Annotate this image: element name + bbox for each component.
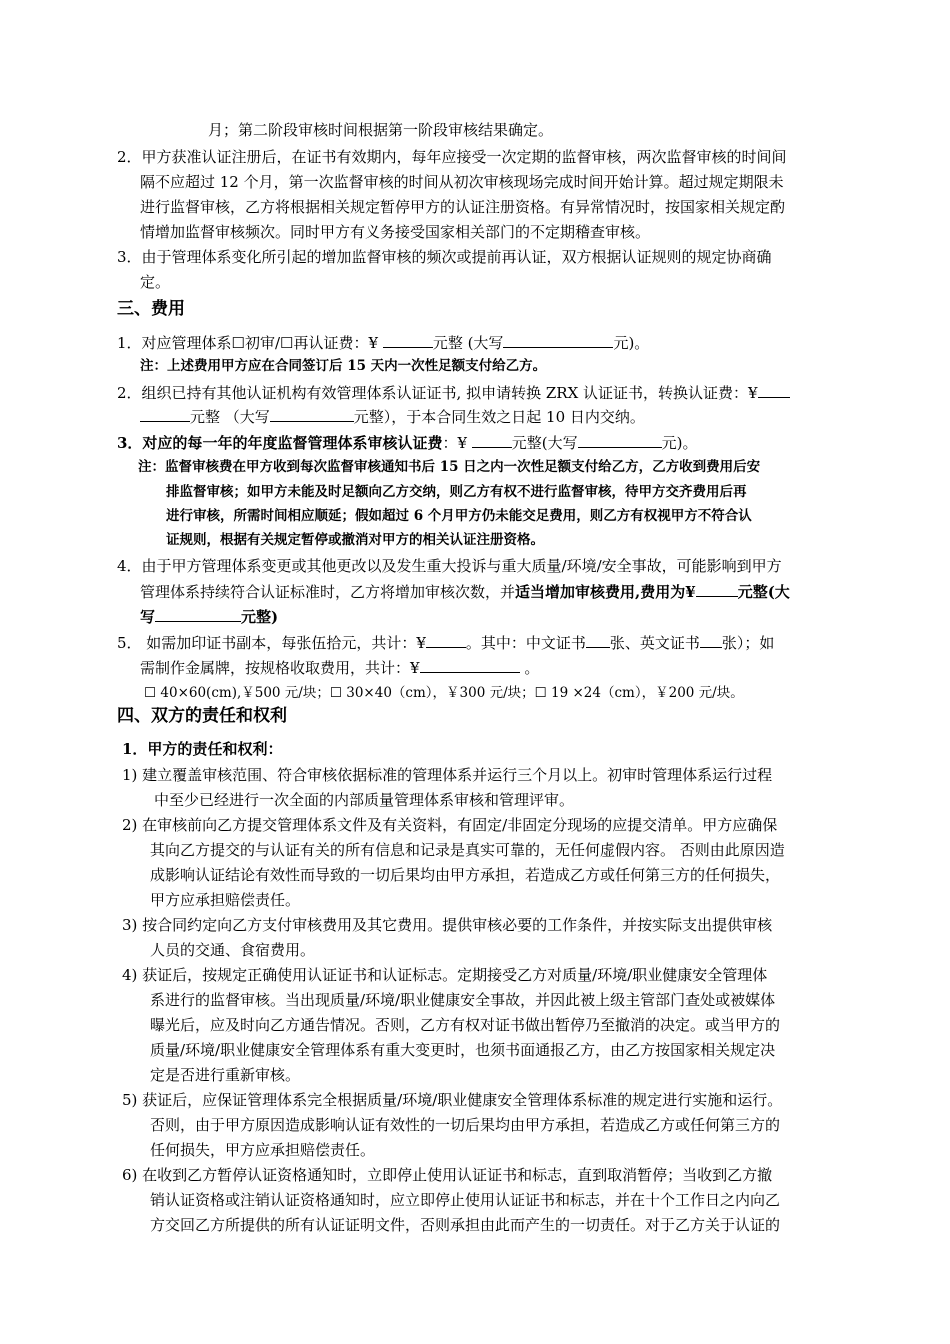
clause-3: 3．由于管理体系变化所引起的增加监督审核的频次或提前再认证，双方根据认证规则的规定协商确: [117, 248, 772, 266]
text-segment: ：¥: [442, 434, 472, 452]
blank-field: [140, 405, 190, 422]
list-item: 5) 获证后，应保证管理体系完全根据质量/环境/职业健康安全管理体系标准的规定进行实施和运行。: [122, 1091, 783, 1109]
text-segment: 元)。: [613, 334, 650, 352]
list-item: 2) 在审核前向乙方提交管理体系文件及有关资料，有固定/非固定分现场的应提交清单。甲方应确保: [122, 816, 778, 834]
text-segment: 需制作金属牌，按规格收取费用，共计：¥: [140, 659, 420, 677]
text-segment: 适当增加审核费用,费用为¥: [515, 583, 696, 601]
blank-field: [270, 405, 354, 422]
clause-2: 2．甲方获准认证注册后，在证书有效期内，每年应接受一次定期的监督审核，两次监督审核的时间间: [117, 148, 787, 166]
text-line: 定是否进行重新审核。: [150, 1066, 301, 1084]
fee-item-3: [117, 431, 697, 454]
text-line: 任何损失，甲方应承担赔偿责任。: [150, 1141, 376, 1159]
text-line: 隔不应超过 12 个月，第一次监督审核的时间从初次审核现场完成时间开始计算。超过规定期限未: [140, 173, 784, 191]
text-segment: 元整): [241, 608, 279, 626]
blank-field: [758, 381, 790, 398]
list-item: 6) 在收到乙方暂停认证资格通知时，立即停止使用认证证书和标志，直到取消暂停；当收到乙方撤: [122, 1166, 773, 1184]
section-heading-fees: 三、费用: [117, 299, 185, 319]
subheading-party-a: 1．甲方的责任和权利：: [122, 740, 283, 758]
text-segment: 张、英文证书: [609, 634, 700, 652]
list-item: 3) 按合同约定向乙方支付审核费用及其它费用。提供审核必要的工作条件，并按实际支出提供审核: [122, 916, 773, 934]
fee-item-5: [117, 631, 774, 654]
text-line: 月；第二阶段审核时间根据第一阶段审核结果确定。: [208, 121, 554, 139]
text-segment: 张）；如: [721, 634, 775, 652]
list-item: 1) 建立覆盖审核范围、符合审核依据标准的管理体系并运行三个月以上。初审时管理体系运行过程: [122, 766, 773, 784]
text-segment: 1．对应管理体系☐初审/☐再认证费：¥: [117, 334, 383, 352]
blank-field: [696, 580, 738, 597]
text-segment: 元整(大写: [511, 434, 578, 452]
text-segment: 。其中：中文证书: [465, 634, 586, 652]
blank-field: [700, 631, 722, 648]
fee-note-1: 注：上述费用甲方应在合同签订后 15 天内一次性足额支付给乙方。: [140, 358, 547, 374]
text-line: 成影响认证结论有效性而导致的一切后果均由甲方承担，若造成乙方或任何第三方的任何损失，: [150, 866, 781, 884]
text-line: 定。: [140, 273, 171, 291]
text-segment: 元)。: [661, 434, 698, 452]
blank-field: [383, 331, 433, 348]
text-line: [140, 405, 645, 428]
text-line: 方交回乙方所提供的所有认证证明文件，否则承担由此而产生的一切责任。对于乙方关于认证的: [150, 1216, 781, 1234]
blank-field: [586, 631, 610, 648]
text-line: 质量/环境/职业健康安全管理体系有重大变更时，也须书面通报乙方，由乙方按国家相关规定决: [150, 1041, 776, 1059]
text-segment: 5． 如需加印证书副本，每张伍拾元，共计：¥: [117, 634, 426, 652]
blank-field: [426, 631, 466, 648]
text-line: 其向乙方提交的与认证有关的所有信息和记录是真实可靠的，无任何虚假内容。 否则由此原因造: [150, 841, 785, 859]
fee-item-2: [117, 381, 790, 404]
plaque-size-options: ☐ 40×60(cm),￥500 元/块；☐ 30×40（cm），￥300 元/块；☐ 19 ×24（cm），￥200 元/块。: [144, 685, 744, 701]
text-line: 证规则，根据有关规定暂停或撤消对甲方的相关认证注册资格。: [166, 532, 544, 548]
blank-field: [155, 605, 241, 622]
text-line: 中至少已经进行一次全面的内部质量管理体系审核和管理评审。: [154, 791, 575, 809]
text-line: 人员的交通、食宿费用。: [150, 941, 316, 959]
fee-item-4: 4．由于甲方管理体系变更或其他更改以及发生重大投诉与重大质量/环境/安全事故，可能影响到甲方: [117, 557, 782, 575]
text-segment: 元整），于本合同生效之日起 10 日内交纳。: [353, 408, 645, 426]
text-line: [140, 656, 539, 679]
text-line: 进行监督审核，乙方将根据相关规定暂停甲方的认证注册资格。有异常情况时，按国家相关规定酌: [140, 198, 786, 216]
section-heading-responsibilities: 四、双方的责任和权利: [117, 706, 287, 726]
text-line: 否则，由于甲方原因造成影响认证有效性的一切后果均由甲方承担，若造成乙方或任何第三方的: [150, 1116, 781, 1134]
text-line: 进行审核，所需时间相应顺延；假如超过 6 个月甲方仍未能交足费用，则乙方有权视甲方不符合认: [166, 508, 752, 524]
fee-item-1: [117, 331, 649, 354]
list-item: 4) 获证后，按规定正确使用认证证书和认证标志。定期接受乙方对质量/环境/职业健康安全管理体: [122, 966, 768, 984]
text-segment: 管理体系持续符合认证标准时，乙方将增加审核次数，并: [140, 583, 516, 601]
text-segment: 元整 (大写: [432, 334, 504, 352]
text-segment: 元整 （大写: [190, 408, 270, 426]
text-line: 系进行的监督审核。当出现质量/环境/职业健康安全事故，并因此被上级主管部门查处或被媒体: [150, 991, 776, 1009]
blank-field: [420, 656, 520, 673]
text-line: 曝光后，应及时向乙方通告情况。否则，乙方有权对证书做出暂停乃至撤消的决定。或当甲方的: [150, 1016, 781, 1034]
text-segment: 写: [140, 608, 156, 626]
text-segment: 2．组织已持有其他认证机构有效管理体系认证证书, 拟申请转换 ZRX 认证证书，转换认证费：¥: [117, 384, 758, 402]
text-line: [140, 580, 790, 603]
text-segment: 元整(大: [737, 583, 790, 601]
text-line: 销认证资格或注销认证资格通知时，应立即停止使用认证证书和标志，并在十个工作日之内向乙: [150, 1191, 781, 1209]
text-line: 排监督审核；如甲方未能及时足额向乙方交纳，则乙方有权不进行监督审核，待甲方交齐费用后再: [166, 484, 747, 500]
text-segment: 。: [519, 659, 540, 677]
fee-note-3: 注：监督审核费在甲方收到每次监督审核通知书后 15 日之内一次性足额支付给乙方，乙方收到费用后安: [138, 459, 761, 475]
text-line: 情增加监督审核频次。同时甲方有义务接受国家相关部门的不定期稽查审核。: [140, 223, 651, 241]
blank-field: [578, 431, 662, 448]
blank-field: [472, 431, 512, 448]
text-segment: 3．对应的每一年的年度监督管理体系审核认证费: [117, 434, 443, 452]
text-line: [140, 605, 278, 628]
blank-field: [503, 331, 613, 348]
text-line: 甲方应承担赔偿责任。: [150, 891, 301, 909]
